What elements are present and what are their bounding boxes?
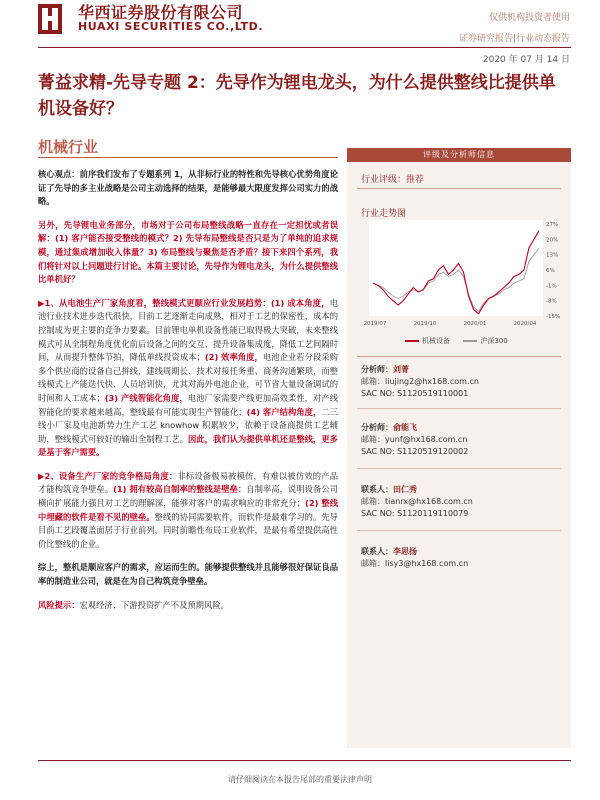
competition-text-b: 自制率高，说明设备公司横向扩展能力强且对工艺的理解深，能够对客户的需求响应的非常充分； (38, 484, 338, 509)
analyst-name: 李思扬 (393, 547, 417, 556)
efficiency-label: (2) 效率角度， (204, 352, 263, 363)
analyst-1 (361, 364, 561, 400)
analyst-role: 分析师： (361, 423, 393, 432)
risk-label: 风险提示： (38, 599, 80, 610)
y-tick-label: 6% (546, 268, 555, 274)
y-tick-label: -15% (546, 314, 561, 320)
intelligence-label: (3) 产线智能化角度， (104, 392, 188, 403)
concern-paragraph (38, 219, 338, 287)
summary-text: 综上，整机是顺应客户的需求，应运而生的。能够提供整线并且能够很好保证良品率的制造业公司，就是在为自己构筑竞争壁垒。 (38, 562, 338, 587)
risk-paragraph (38, 599, 338, 613)
industry-rating: 行业评级：推荐 (361, 175, 425, 185)
core-view-label: 核心观点： (38, 169, 80, 179)
analyst-email[interactable]: 邮箱：tianrx@hx168.com.cn (361, 497, 473, 506)
cost-label: (1) 成本角度， (270, 297, 330, 308)
y-tick-label: -8% (546, 298, 557, 305)
analyst-name: 俞能飞 (393, 423, 417, 432)
y-tick-label: -1% (546, 283, 557, 290)
header-divider (38, 47, 571, 48)
analyst-role: 分析师： (361, 365, 393, 374)
main-body (38, 168, 338, 622)
competition-text-c: 整线的协同需要软件，而软件是最难学习的。先导目前工艺段覆盖面居于行业前列，同时前瞻性布局工业软件，是最有希望提供高性价比整线的企业。 (38, 511, 338, 549)
analyst-role: 联系人： (361, 485, 393, 494)
self-made-barrier: (1) 拥有较高自制率的整线是壁垒： (113, 484, 247, 495)
analyst-sac: SAC NO: S1120119110079 (361, 509, 469, 518)
contact-2 (361, 546, 561, 570)
report-type: 证券研究报告|行业动态报告 (458, 34, 570, 44)
y-tick-label: 13% (546, 252, 559, 259)
analysts-divider (357, 356, 561, 357)
usage-note: 仅供机构投资者使用 (488, 13, 570, 23)
legend-hs300: 沪深300 (480, 337, 508, 345)
legend-swatch-hs300 (463, 340, 477, 342)
rating-divider (357, 188, 561, 189)
software-barrier: (2) 整线中埋藏的软件是看不见的壁垒。 (38, 498, 338, 522)
report-header (0, 0, 600, 70)
y-tick-label: 27% (546, 222, 559, 228)
analyst-sac: SAC NO: S1120519120002 (361, 447, 469, 456)
x-tick-label: 2019/10 (413, 321, 437, 327)
sidebar (347, 148, 571, 748)
report-title: 菁益求精-先导专题 2：先导作为锂电龙头，为什么提供整线比提供单机设备好？ (38, 73, 556, 119)
core-view-paragraph (38, 168, 338, 209)
trend-chart-label: 行业走势图 (361, 209, 407, 219)
contact-1 (361, 484, 561, 520)
core-view-text: 前序我们发布了专题系列 1，从非标行业的特性和先导核心优势角度论证了先导的多主业战略是公司主动选择的结果，是能够最大限度发挥公司实力的战略。 (38, 169, 338, 207)
x-tick-label: 2019/07 (363, 321, 387, 327)
report-date: 2020 年 07 月 14 日 (482, 55, 570, 65)
customer-structure-text: 二三线小厂家及电池新势力生产工艺 knowhow 积累较少，依赖于设备商提供工艺辅助，整线模式可较好的输出全制程工艺。 (38, 406, 338, 444)
legend-machinery: 机械设备 (422, 337, 450, 345)
analyst-role: 联系人： (361, 547, 393, 556)
analyst-divider (357, 530, 561, 531)
legal-disclaimer: 请仔细阅读在本报告尾部的重要法律声明 (228, 775, 372, 784)
cost-text: 电池行业技术进步迭代很快，目前工艺逐渐走向成熟，相对于工艺的保密性，成本的控制成为更主要的竞争力要素。目前锂电单机设备性能已取得极大突破，未来整线模式可从全制程角度优化前后设备之间的交互、提升设备集成度，降低工艺间隔时间，从而提升整体节拍，降低单线投资成本； (38, 297, 339, 363)
industry-trend-chart (357, 220, 567, 352)
company-name-en: HUAXI SECURITIES CO.,LTD. (78, 20, 264, 33)
competition-paragraph (38, 470, 338, 552)
customer-view-conclusion: 因此，我们认为提供单机还是整线，更多是基于客户需要。 (38, 433, 338, 458)
summary-paragraph (38, 561, 338, 588)
customer-structure-label: (4) 客户结构角度， (246, 406, 322, 417)
intelligence-text: 电池厂家需要产线更加高效柔性，对产线智能化的要求越来越高，整线最有可能实现生产智能化； (38, 392, 338, 417)
competition-text-a: 非标设备极易被模仿，有难以被仿效的产品才能构筑竞争壁垒。 (38, 470, 338, 495)
sector-divider (38, 157, 338, 158)
chart-legend (405, 336, 508, 346)
concern-text: 另外，先导锂电业务部分，市场对于公司布局整线战略一直存在一定担忧或者误解：(1) 客户能否接受整线的模式？2) 先导布局整线是否只是为了单纯的追求规模，通过集成增加收入体量？3) 布局整线与聚焦是否矛盾？接下来四个系列，我们将针对以上问题进行讨论。本篇主要讨论，先导作为锂电龙头，为什么提供整线比单机好？ (38, 219, 338, 285)
sector-heading: 机械行业 (38, 138, 99, 156)
analyst-name: 刘菁 (393, 365, 409, 374)
analyst-email[interactable]: 邮箱：liujing2@hx168.com.cn (361, 377, 479, 386)
risk-text: 宏观经济、下游投资扩产不及预期风险。 (79, 599, 229, 610)
company-name-cn: 华西证券股份有限公司 (78, 3, 244, 22)
customer-view-paragraph (38, 297, 338, 460)
huaxi-logo-icon (38, 4, 62, 34)
x-tick-label: 2020/01 (463, 321, 487, 327)
analyst-email[interactable]: 邮箱：lisy3@hx168.com.cn (361, 559, 469, 568)
analyst-2 (361, 422, 561, 458)
x-tick-label: 2020/04 (513, 321, 537, 327)
analyst-name: 田仁秀 (393, 485, 417, 494)
analyst-sac: SAC NO: S1120519110001 (361, 389, 469, 398)
chart-plot-area (369, 220, 543, 316)
footer-divider (38, 760, 571, 761)
analyst-email[interactable]: 邮箱：yunf@hx168.com.cn (361, 435, 468, 444)
competition-heading: ▶2、设备生产厂家的竞争格局角度： (38, 470, 178, 481)
legend-swatch-machinery (405, 340, 419, 342)
analyst-divider (357, 468, 561, 469)
efficiency-text: 电池企业若分段采购多个供应商的设备自己拼线，建线周期长、技术对接任务重、商务沟通繁琐，而整线模式上产能迭代快、人员培训快，尤其对海外电池企业，可节省大量设备调试的时间和人工成本； (38, 352, 338, 403)
customer-view-heading: ▶1、从电池生产厂家角度看，整线模式更顺应行业发展趋势： (38, 297, 271, 308)
sidebar-heading: 评级及分析师信息 (347, 148, 571, 162)
y-tick-label: 20% (546, 237, 559, 244)
analyst-divider (357, 408, 561, 409)
